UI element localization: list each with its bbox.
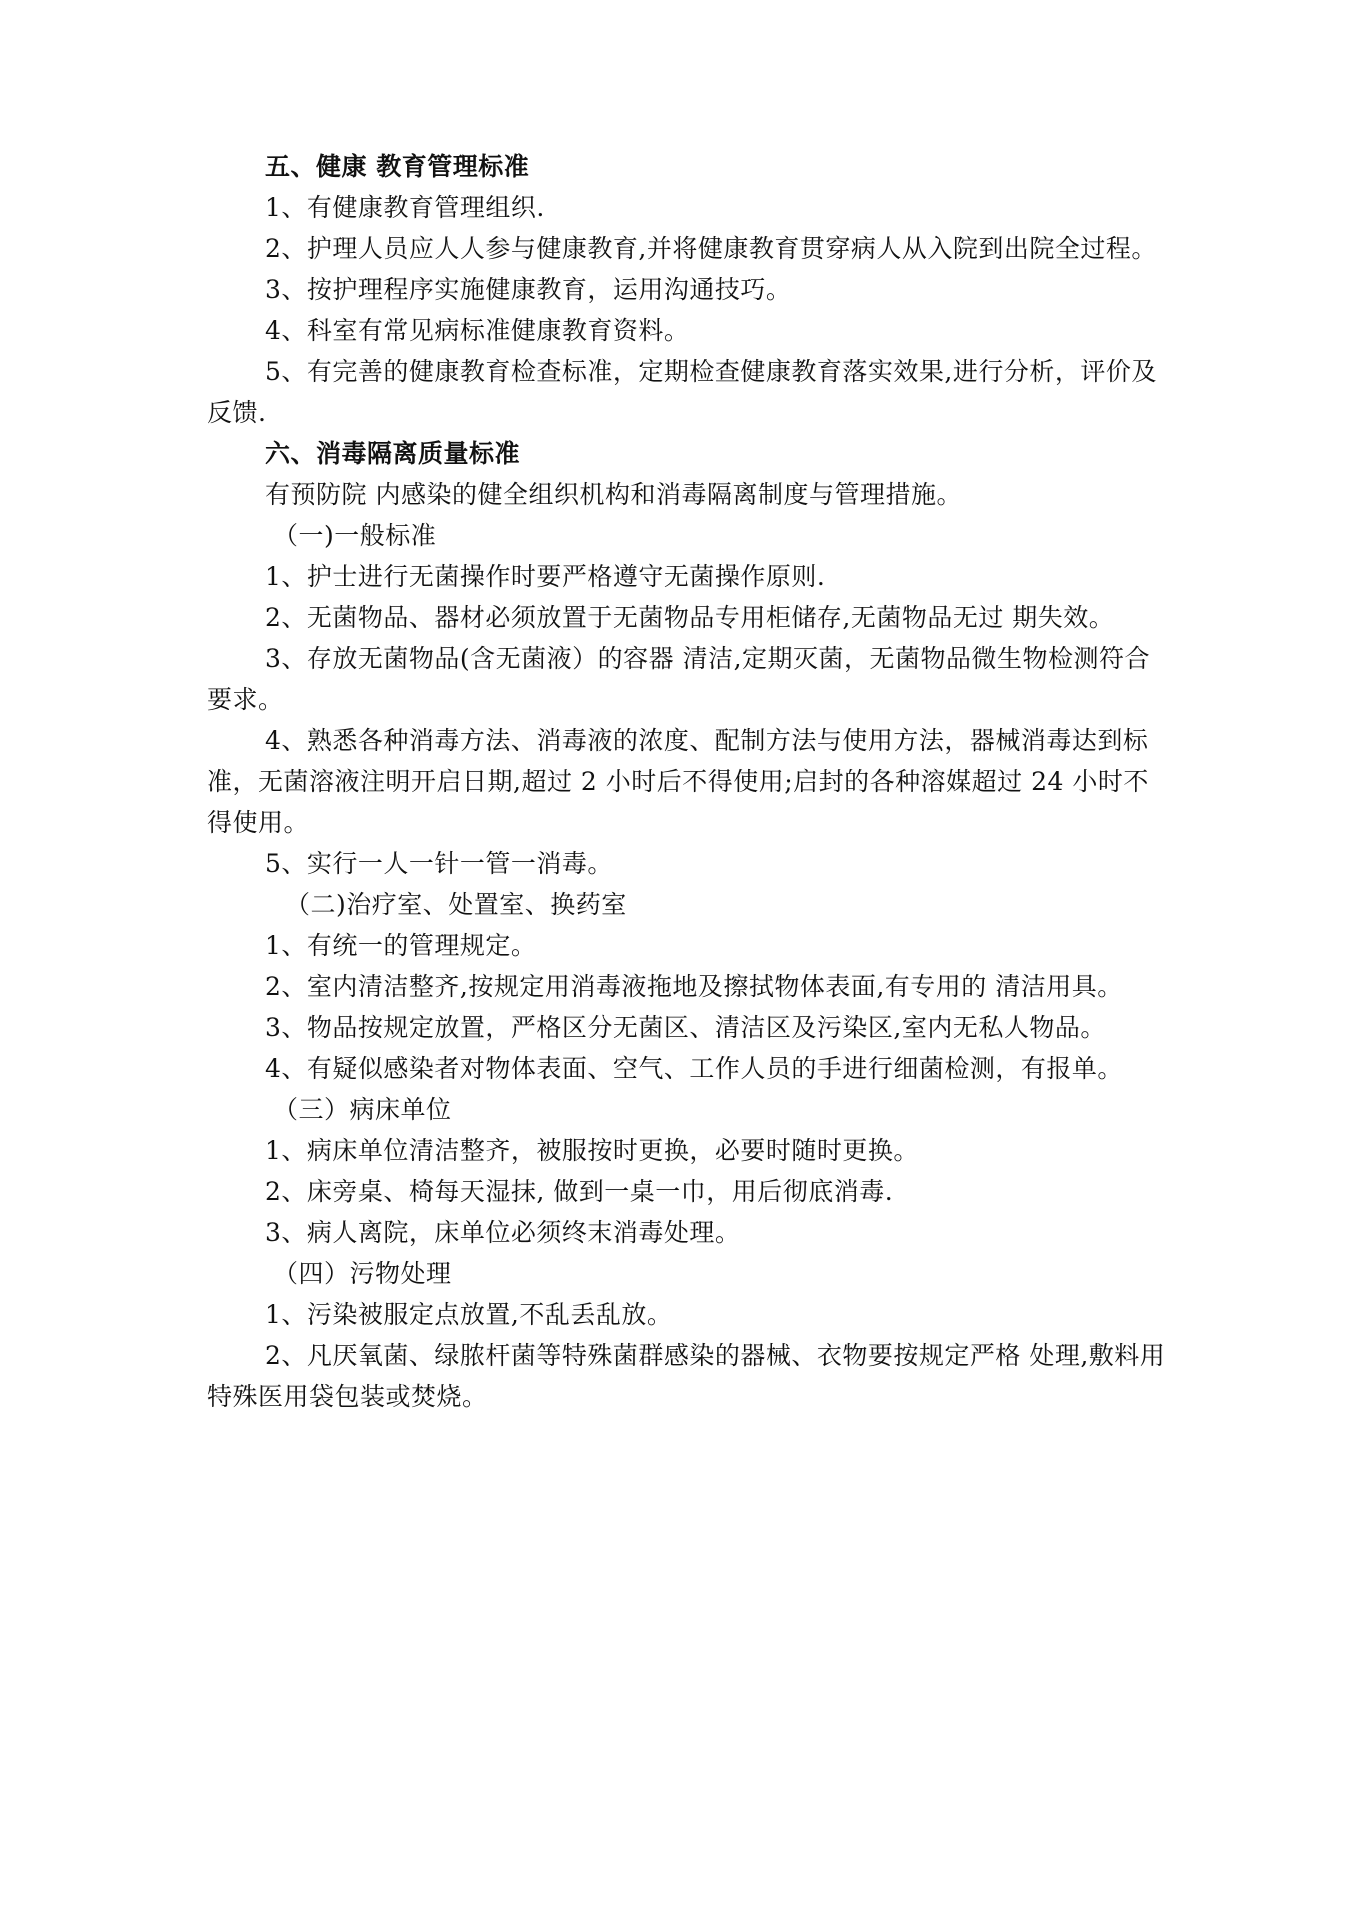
list-item: 1、病床单位清洁整齐，被服按时更换，必要时随时更换。	[265, 1136, 919, 1165]
list-item: 2、护理人员应人人参与健康教育,并将健康教育贯穿病人从入院到出院全过程。	[265, 234, 1157, 263]
list-item: 5、有完善的健康教育检查标准，定期检查健康教育落实效果,进行分析，评价及反馈.	[207, 357, 1157, 427]
subsection-heading-waste: （四）污物处理	[273, 1259, 452, 1288]
subsection-heading-general: （一)一般标准	[273, 521, 437, 550]
list-item: 3、病人离院，床单位必须终末消毒处理。	[265, 1218, 741, 1247]
list-item: 3、物品按规定放置，严格区分无菌区、清洁区及污染区,室内无私人物品。	[265, 1013, 1106, 1042]
list-item: 1、污染被服定点放置,不乱丢乱放。	[265, 1300, 673, 1329]
list-item: 5、实行一人一针一管一消毒。	[265, 849, 613, 878]
section-heading-health-education: 五、健康 教育管理标准	[265, 152, 530, 181]
list-item: 4、熟悉各种消毒方法、消毒液的浓度、配制方法与使用方法，器械消毒达到标准，无菌溶液注明开启日期,超过 2 小时后不得使用;启封的各种溶媒超过 24 小时不得使用。	[207, 726, 1149, 837]
list-item: 2、室内清洁整齐,按规定用消毒液拖地及擦拭物体表面,有专用的 清洁用具。	[265, 972, 1123, 1001]
list-item: 1、有统一的管理规定。	[265, 931, 537, 960]
list-item: 3、按护理程序实施健康教育，运用沟通技巧。	[265, 275, 792, 304]
list-item: 2、无菌物品、器材必须放置于无菌物品专用柜储存,无菌物品无过 期失效。	[265, 603, 1115, 632]
list-item: 4、有疑似感染者对物体表面、空气、工作人员的手进行细菌检测，有报单。	[265, 1054, 1123, 1083]
list-item: 2、床旁桌、椅每天湿抹, 做到一桌一巾，用后彻底消毒.	[265, 1177, 894, 1206]
list-item: 4、科室有常见病标准健康教育资料。	[265, 316, 690, 345]
list-item: 2、凡厌氧菌、绿脓杆菌等特殊菌群感染的器械、衣物要按规定严格 处理,敷料用特殊医用袋包装或焚烧。	[207, 1341, 1166, 1411]
document-body	[207, 146, 1167, 1417]
section-heading-disinfection: 六、消毒隔离质量标准	[265, 439, 521, 468]
list-item: 1、护士进行无菌操作时要严格遵守无菌操作原则.	[265, 562, 826, 591]
list-item: 3、存放无菌物品(含无菌液）的容器 清洁,定期灭菌，无菌物品微生物检测符合要求。	[207, 644, 1151, 714]
list-item: 1、有健康教育管理组织.	[265, 193, 545, 222]
subsection-heading-treatment-room: （二)治疗室、处置室、换药室	[285, 890, 627, 919]
section-intro: 有预防院 内感染的健全组织机构和消毒隔离制度与管理措施。	[265, 480, 962, 509]
subsection-heading-bed-unit: （三）病床单位	[273, 1095, 452, 1124]
